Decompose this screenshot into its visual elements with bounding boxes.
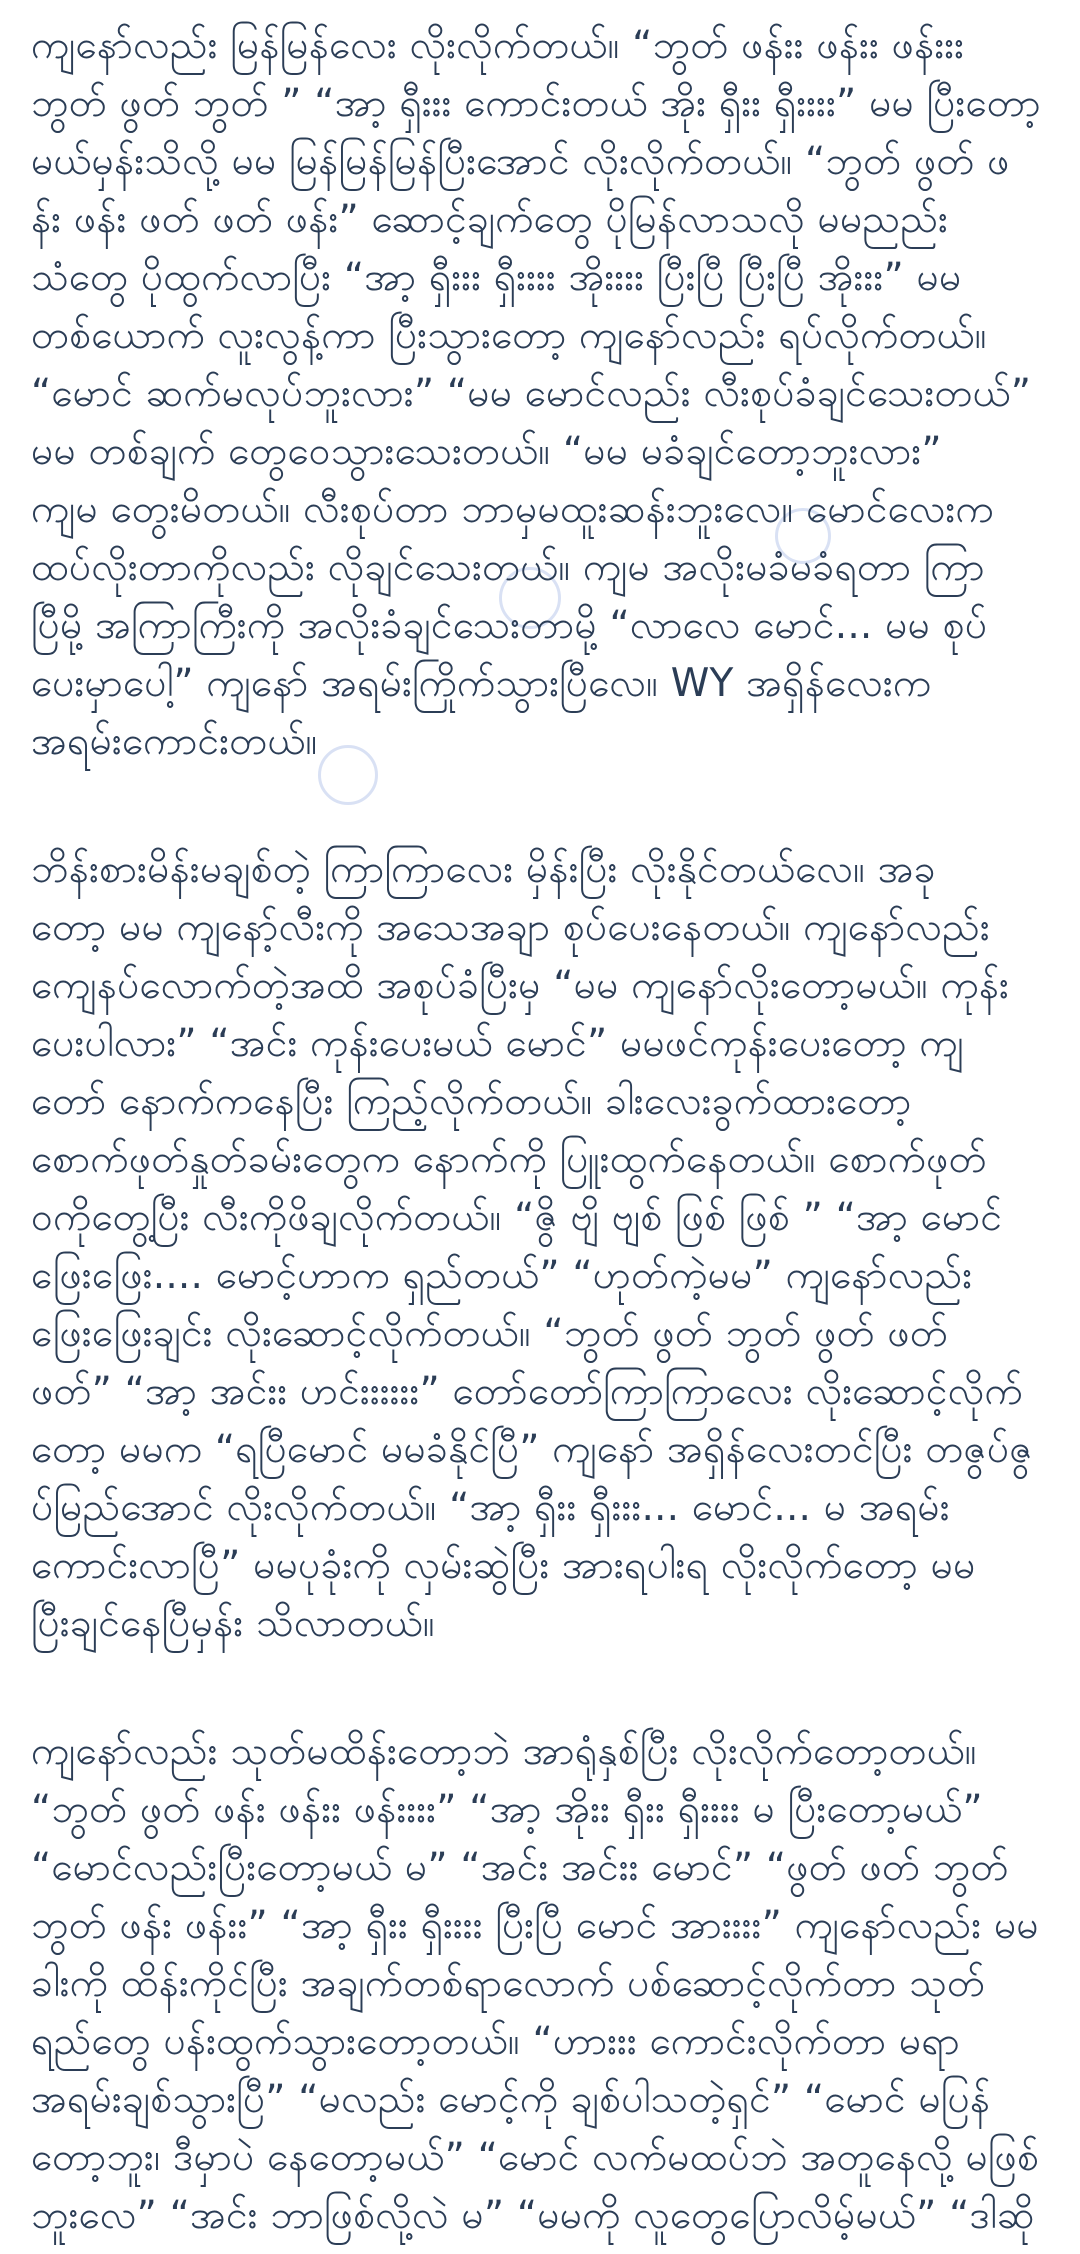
text-line: ပေးမှာပေါ့” ကျနော် အရမ်းကြိုက်သွားပြီလေ။ WY အရှိန်လေးက [31,661,932,706]
text-line: “မောင် ဆက်မလုပ်ဘူးလား” “မမ မောင်လည်း လီးစုပ်ခံချင်သေးတယ်” [31,371,1032,416]
text-line: ထပ်လိုးတာကိုလည်း လိုချင်သေးတယ်။ ကျမ အလိုးမခံမခံရတာ ကြာ [31,545,985,590]
text-line: မမ တစ်ချက် တွေဝေသွားသေးတယ်။ “မမ မခံချင်တော့ဘူးလား” [31,429,942,474]
text-line: ကျမ တွေးမိတယ်။ လီးစုပ်တာ ဘာမှမထူးဆန်းဘူးလေ။ မောင်လေးက [31,487,994,532]
text-line: အရမ်းကောင်းတယ်။ [31,719,318,764]
text-line: ကျေနပ်လောက်တဲ့အထိ အစုပ်ခံပြီးမှ “မမ ကျနော်လိုးတော့မယ်။ ကုန်း [31,963,1010,1008]
paragraph [31,841,1056,1653]
text-line: မယ်မှန်းသိလို့ မမ မြန်မြန်မြန်ပြီးအောင် လိုးလိုက်တယ်။ “ဘွတ် ဖွတ် ဖ [31,139,1010,184]
text-line: ပ်မြည်အောင် လိုးလိုက်တယ်။ “အာ့ ရှီးး ရှီးးး... မောင်... မ အရမ်း [31,1485,950,1530]
text-line: အရမ်းချစ်သွားပြီ” “မလည်း မောင့်ကို ချစ်ပါသတဲ့ရှင်” “မောင် မပြန် [31,2077,991,2122]
text-line: ပြီးချင်နေပြီမှန်း သိလာတယ်။ [31,1601,435,1646]
text-line: ပြီမို့ အကြာကြီးကို အလိုးခံချင်သေးတာမို့ “လာလေ မောင်... မမ စုပ် [31,603,988,648]
text-line: ရည်တွေ ပန်းထွက်သွားတော့တယ်။ “ဟားးး ကောင်းလိုက်တာ မရာ [31,2019,960,2064]
text-line: တစ်ယောက် လူးလွန့်ကာ ပြီးသွားတော့ ကျနော်လည်း ရပ်လိုက်တယ်။ [31,313,987,358]
text-line: ဖတ်” “အာ့ အင်းး ဟင်းးးးးး” တော်တော်ကြာကြာလေး လိုးဆောင့်လိုက် [31,1369,1023,1414]
story-text [31,17,1056,2254]
text-line: ဘွတ် ဖွတ် ဘွတ် ” “အာ့ ရှီးးး ကောင်းတယ် အိုး ရှီးး ရှီးးးး” မမ ပြီးတော့ [31,81,1041,126]
text-line: ဖြေးဖြေး.... မောင့်ဟာက ရှည်တယ်” “ဟုတ်ကဲ့မမ” ကျနော်လည်း [31,1253,973,1298]
text-line: ဘွတ် ဖန်း ဖန်းး” “အာ့ ရှီးး ရှီးးးး ပြီးပြီ မောင် အားးးး” ကျနော်လည်း မမ [31,1903,1039,1948]
text-line: ကျနော်လည်း မြန်မြန်လေး လိုးလိုက်တယ်။ “ဘွတ် ဖန်းး ဖန်းး ဖန်းးး [31,23,965,68]
text-line: ခါးကို ထိန်းကိုင်ပြီး အချက်တစ်ရာလောက် ပစ်ဆောင့်လိုက်တာ သုတ် [31,1961,986,2006]
text-line: “မောင်လည်းပြီးတော့မယ် မ” “အင်း အင်းး မောင်” “ဖွတ် ဖတ် ဘွတ် [31,1845,1009,1890]
text-line: န်း ဖန်း ဖတ် ဖတ် ဖန်း” ဆောင့်ချက်တွေ ပိုမြန်လာသလို မမညည်း [31,197,949,242]
text-line: ဘူးလေ” “အင်း ဘာဖြစ်လို့လဲ မ” “မမကို လူတွေပြောလိမ့်မယ်” “ဒါဆို [31,2193,1035,2238]
text-line: ဖြေးဖြေးချင်း လိုးဆောင့်လိုက်တယ်။ “ဘွတ် ဖွတ် ဘွတ် ဖွတ် ဖတ် [31,1311,949,1356]
text-line: တော့ဘူး၊ ဒီမှာပဲ နေတော့မယ်” “မောင် လက်မထပ်ဘဲ အတူနေလို့ မဖြစ် [31,2135,1040,2180]
text-line: ပေးပါလား” “အင်း ကုန်းပေးမယ် မောင်” မမဖင်ကုန်းပေးတော့ ကျ [31,1021,964,1066]
text-line: သံတွေ ပိုထွက်လာပြီး “အာ့ ရှီးးး ရှီးးးး အိုးးးး ပြီးပြီ ပြီးပြီ အိုးးး” မမ [31,255,962,300]
text-line: ဘိန်းစားမိန်းမချစ်တဲ့ ကြာကြာလေး မှိန်းပြီး လိုးနိုင်တယ်လေ။ အခု [31,847,936,892]
paragraph [31,17,1056,771]
text-line: တော့ မမက “ရပြီမောင် မမခံနိုင်ပြီ” ကျနော် အရှိန်လေးတင်ပြီး တဇွပ်ဇွ [31,1427,1033,1472]
text-line: “ဘွတ် ဖွတ် ဖန်း ဖန်းး ဖန်းးးး” “အာ့ အိုးး ရှီးး ရှီးးးး မ ပြီးတော့မယ်” [31,1787,983,1832]
text-line: စောက်ဖုတ်နှုတ်ခမ်းတွေက နောက်ကို ပြူးထွက်နေတယ်။ စောက်ဖုတ် [31,1137,987,1182]
text-line: ဝကိုတွေ့ပြီး လီးကိုဖိချလိုက်တယ်။ “ဇွိ ဗျိ ဗျစ် ဖြစ် ဖြစ် ” “အာ့ မောင် [31,1195,1003,1240]
paragraph [31,1723,1056,2245]
text-line: တော့ မမ ကျနော့်လီးကို အသေအချာ စုပ်ပေးနေတယ်။ ကျနော်လည်း [31,905,990,950]
text-line: တော် နောက်ကနေပြီး ကြည့်လိုက်တယ်။ ခါးလေးခွက်ထားတော့ [31,1079,912,1124]
text-line: ကျနော်လည်း သုတ်မထိန်းတော့ဘဲ အာရုံနှစ်ပြီး လိုးလိုက်တော့တယ်။ [31,1729,977,1774]
text-line: ကောင်းလာပြီ” မမပုခုံးကို လှမ်းဆွဲပြီး အားရပါးရ လိုးလိုက်တော့ မမ [31,1543,976,1588]
